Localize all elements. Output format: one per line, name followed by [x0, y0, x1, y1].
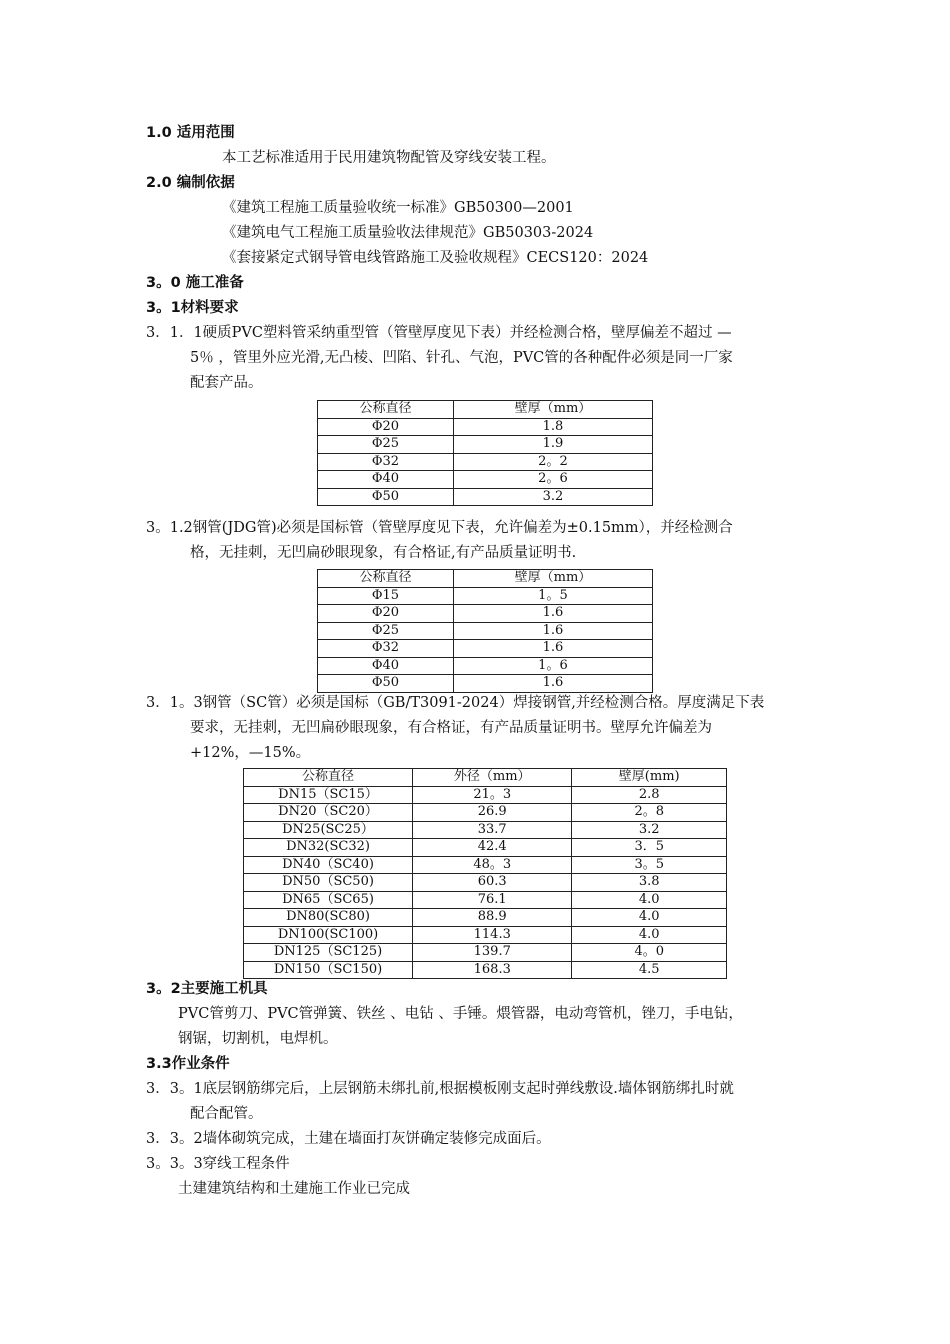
table-cell: DN50（SC50): [244, 874, 413, 892]
table-cell: DN80(SC80): [244, 909, 413, 927]
table-cell: Φ40: [318, 657, 454, 675]
table-cell: 4.0: [572, 891, 727, 909]
jdg-pipe-table: [317, 569, 653, 693]
table-cell: 60.3: [413, 874, 572, 892]
table-cell: 2.8: [572, 786, 727, 804]
table-cell: 4.5: [572, 961, 727, 979]
para-3-3-3-detail: 土建建筑结构和土建施工作业已完成: [178, 1181, 410, 1197]
table-row: [318, 675, 653, 693]
table-cell: 4。0: [572, 944, 727, 962]
table-row: [244, 909, 727, 927]
table-cell: Φ32: [318, 640, 454, 658]
table-header-cell: 公称直径: [318, 401, 454, 419]
table-cell: Φ20: [318, 605, 454, 623]
table-row: [318, 640, 653, 658]
table-row: [244, 961, 727, 979]
section-3-3-heading: 3.3作业条件: [146, 1056, 230, 1072]
table-row: [318, 622, 653, 640]
table-cell: 139.7: [413, 944, 572, 962]
table-cell: 4.0: [572, 926, 727, 944]
tools-line-2: 钢锯，切割机，电焊机。: [178, 1031, 338, 1047]
table-row: [244, 821, 727, 839]
table-header-cell: 壁厚（mm）: [453, 401, 652, 419]
table-cell: 2。2: [453, 453, 652, 471]
section-1-heading: 1.0 适用范围: [146, 125, 235, 141]
table-row: [244, 839, 727, 857]
table-row: [244, 926, 727, 944]
para-3-3-3: 3。3。3穿线工程条件: [146, 1156, 290, 1172]
table-row: [244, 874, 727, 892]
section-1-text: 本工艺标准适用于民用建筑物配管及穿线安装工程。: [222, 150, 556, 166]
table-cell: DN125（SC125): [244, 944, 413, 962]
pvc-pipe-table: [317, 400, 653, 506]
table-cell: 1。6: [453, 657, 652, 675]
table-header-cell: 公称直径: [318, 570, 454, 588]
table-cell: Φ40: [318, 471, 454, 489]
table-cell: DN25(SC25）: [244, 821, 413, 839]
para-3-3-1-line-1: 3．3。1底层钢筋绑完后，上层钢筋未绑扎前,根据模板刚支起时弹线敷设.墙体钢筋绑扎时就: [146, 1081, 734, 1097]
section-3-2-heading: 3。2主要施工机具: [146, 981, 268, 997]
table-row: [244, 891, 727, 909]
table-row: [318, 436, 653, 454]
sc-pipe-table: [243, 768, 727, 979]
reference-1: 《建筑工程施工质量验收统一标准》GB50300—2001: [222, 200, 574, 216]
table-header-row: [318, 570, 653, 588]
para-3-3-1-line-2: 配合配管。: [190, 1106, 263, 1122]
table-cell: 42.4: [413, 839, 572, 857]
table-cell: 1.9: [453, 436, 652, 454]
table-cell: Φ25: [318, 622, 454, 640]
para-3-1-1-line-2: 5％ ，管里外应光滑,无凸棱、凹陷、针孔、气泡，PVC管的各种配件必须是同一厂家: [190, 350, 733, 366]
table-cell: 33.7: [413, 821, 572, 839]
table-cell: 1.6: [453, 640, 652, 658]
table-cell: DN65（SC65): [244, 891, 413, 909]
table-cell: Φ15: [318, 587, 454, 605]
table-cell: Φ32: [318, 453, 454, 471]
table-header-cell: 壁厚(mm): [572, 769, 727, 787]
para-3-3-2: 3．3。2墙体砌筑完成，土建在墙面打灰饼确定装修完成面后。: [146, 1131, 551, 1147]
table-row: [318, 418, 653, 436]
table-cell: 3.2: [453, 488, 652, 506]
table-row: [244, 786, 727, 804]
table-row: [244, 856, 727, 874]
table-row: [318, 587, 653, 605]
table-cell: 1.8: [453, 418, 652, 436]
table-cell: DN20（SC20）: [244, 804, 413, 822]
table-cell: DN150（SC150): [244, 961, 413, 979]
para-3-1-2-line-2: 格，无挂刺，无凹扁砂眼现象，有合格证,有产品质量证明书.: [190, 545, 577, 561]
para-3-1-1-line-3: 配套产品。: [190, 375, 263, 391]
table-cell: 1.6: [453, 622, 652, 640]
para-3-1-3-line-1: 3．1。3钢管（SC管）必须是国标（GB/T3091-2024）焊接钢管,并经检测合格。厚度满足下表: [146, 695, 765, 711]
table-cell: Φ50: [318, 675, 454, 693]
section-2-heading: 2.0 编制依据: [146, 175, 235, 191]
table-cell: 88.9: [413, 909, 572, 927]
section-3-1-heading: 3。1材料要求: [146, 300, 239, 316]
table-header-row: [244, 769, 727, 787]
table-cell: 3．5: [572, 839, 727, 857]
table-cell: 2。8: [572, 804, 727, 822]
table-cell: DN40（SC40): [244, 856, 413, 874]
table-cell: 76.1: [413, 891, 572, 909]
table-row: [318, 471, 653, 489]
section-3-heading: 3。0 施工准备: [146, 275, 244, 291]
para-3-1-1-line-1: 3．1．1硬质PVC塑料管采纳重型管（管壁厚度见下表）并经检测合格，壁厚偏差不超过 —: [146, 325, 732, 341]
table-cell: Φ50: [318, 488, 454, 506]
table-cell: 4.0: [572, 909, 727, 927]
table-cell: Φ25: [318, 436, 454, 454]
table-header-cell: 壁厚（mm）: [453, 570, 652, 588]
tools-line-1: PVC管剪刀、PVC管弹簧、铁丝 、电钻 、手锤。煨管器，电动弯管机，锉刀，手电钻，: [178, 1006, 743, 1022]
table-cell: 21。3: [413, 786, 572, 804]
table-cell: 1.6: [453, 605, 652, 623]
table-cell: 26.9: [413, 804, 572, 822]
table-cell: DN32(SC32): [244, 839, 413, 857]
table-cell: 1.6: [453, 675, 652, 693]
table-cell: DN15（SC15）: [244, 786, 413, 804]
table-row: [318, 657, 653, 675]
table-cell: 1。5: [453, 587, 652, 605]
table-header-cell: 公称直径: [244, 769, 413, 787]
table-row: [318, 605, 653, 623]
reference-3: 《套接紧定式钢导管电线管路施工及验收规程》CECS120：2024: [222, 250, 649, 266]
para-3-1-3-line-2: 要求，无挂刺，无凹扁砂眼现象，有合格证，有产品质量证明书。壁厚允许偏差为: [190, 720, 712, 736]
reference-2: 《建筑电气工程施工质量验收法律规范》GB50303-2024: [222, 225, 594, 241]
table-header-row: [318, 401, 653, 419]
table-cell: DN100(SC100): [244, 926, 413, 944]
table-row: [244, 804, 727, 822]
table-cell: 3。5: [572, 856, 727, 874]
table-cell: 168.3: [413, 961, 572, 979]
para-3-1-2-line-1: 3。1.2钢管(JDG管)必须是国标管（管壁厚度见下表，允许偏差为±0.15mm），并经检测合: [146, 520, 733, 536]
table-cell: 3.2: [572, 821, 727, 839]
table-row: [244, 944, 727, 962]
table-cell: 2。6: [453, 471, 652, 489]
table-header-cell: 外径（mm）: [413, 769, 572, 787]
table-row: [318, 488, 653, 506]
table-cell: 48。3: [413, 856, 572, 874]
table-row: [318, 453, 653, 471]
table-cell: 114.3: [413, 926, 572, 944]
table-cell: 3.8: [572, 874, 727, 892]
para-3-1-3-line-3: +12%，—15%。: [190, 745, 311, 761]
table-cell: Φ20: [318, 418, 454, 436]
